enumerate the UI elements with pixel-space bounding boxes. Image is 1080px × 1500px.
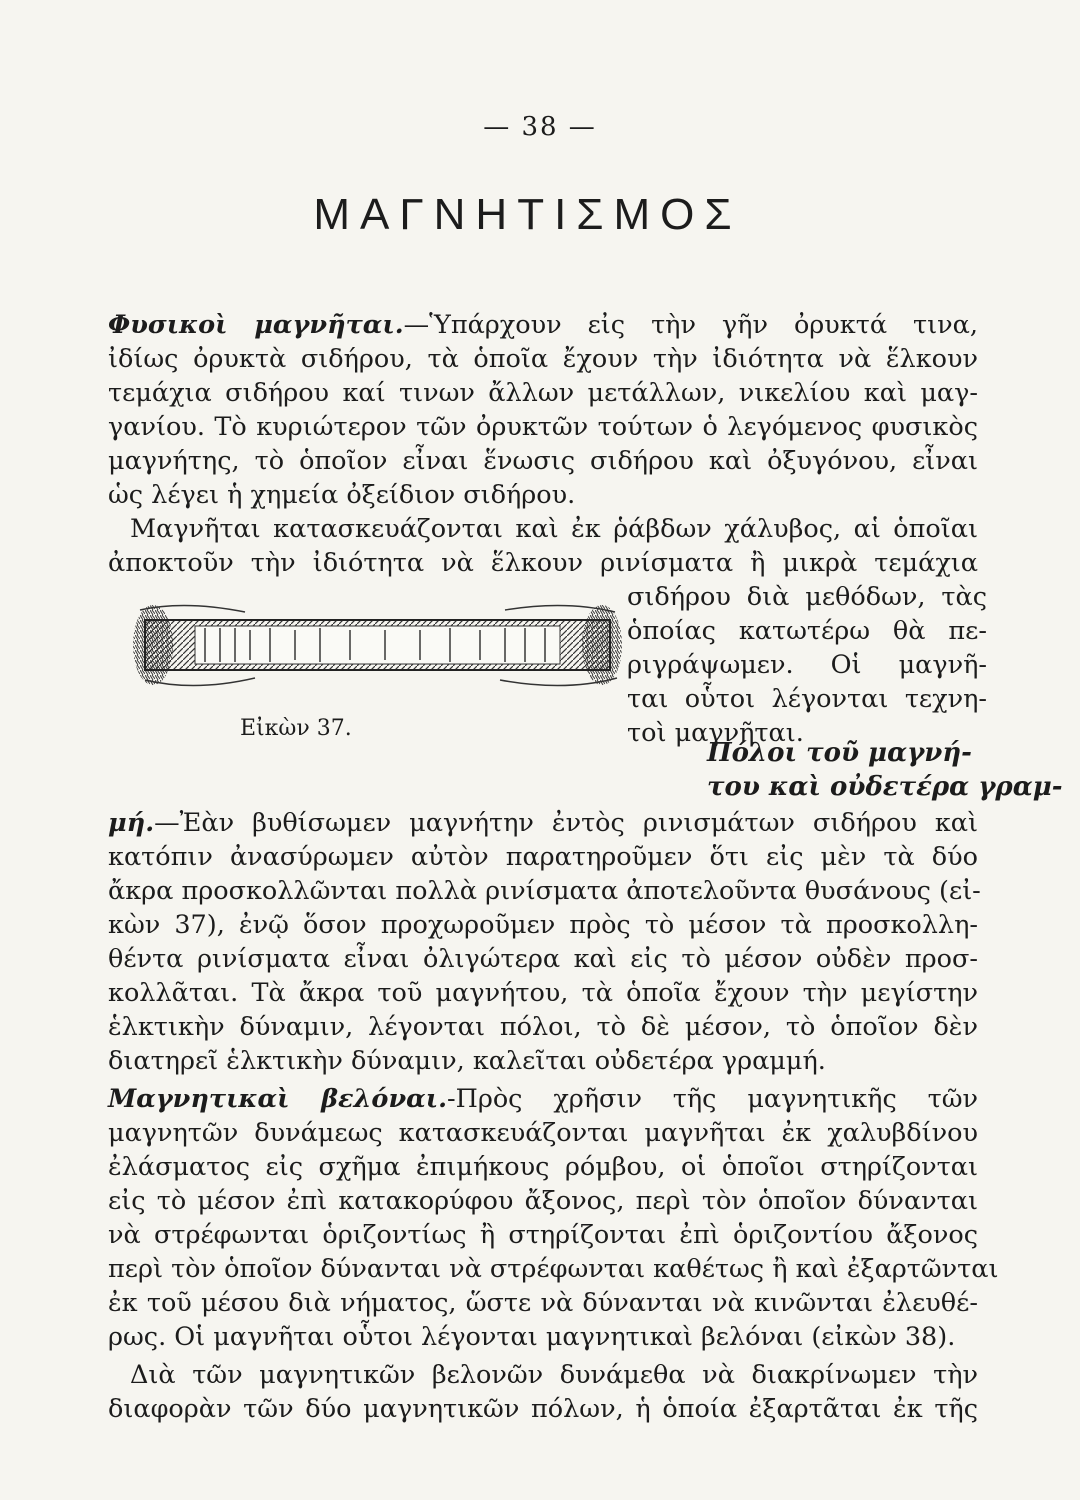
text-line: Μαγνῆται κατασκευάζονται καὶ ἐκ ῥάβδων χάλυβος, αἱ ὁποῖαι (130, 514, 978, 544)
run-in-heading: μή. (108, 808, 155, 838)
text-line: ἄκρα προσκολλῶνται πολλὰ ρινίσματα ἀποτελοῦντα θυσάνους (εἰ- (108, 876, 981, 906)
run-in-heading: Φυσικοὶ μαγνῆται. (108, 310, 404, 340)
text-line: ἰδίως ὀρυκτὰ σιδήρου, τὰ ὁποῖα ἔχουν τὴν ἰδιότητα νὰ ἕλκουν (108, 344, 978, 374)
page-number: — 38 — (483, 112, 597, 142)
text-line: διαφορὰν τῶν δύο μαγνητικῶν πόλων, ἡ ὁποία ἐξαρτᾶται ἐκ τῆς (108, 1394, 978, 1424)
text-line: περὶ τὸν ὁποῖον δύνανται νὰ στρέφωνται καθέτως ἢ καὶ ἐξαρτῶνται (108, 1254, 999, 1284)
text-line: ἑλκτικὴν δύναμιν, λέγονται πόλοι, τὸ δὲ μέσον, τὸ ὁποῖον δὲν (108, 1012, 978, 1042)
text-line: εἰς τὸ μέσον ἐπὶ κατακορύφου ἄξονος, περὶ τὸν ὁποῖον δύνανται (108, 1186, 978, 1216)
text-line: μαγνητῶν δυνάμεως κατασκευάζονται μαγνῆται ἐκ χαλυβδίνου (108, 1118, 978, 1148)
text-line (108, 308, 978, 342)
text-line (108, 806, 978, 840)
text-line: σιδήρου διὰ μεθόδων, τὰς (627, 582, 987, 612)
text-line: τεμάχια σιδήρου καί τινων ἄλλων μετάλλων, νικελίου καὶ μαγ- (108, 378, 978, 408)
run-in-heading: Μαγνητικαὶ βελόναι. (108, 1084, 447, 1114)
text-line: διατηρεῖ ἑλκτικὴν δύναμιν, καλεῖται οὐδετέρα γραμμή. (108, 1046, 826, 1076)
text-line: Διὰ τῶν μαγνητικῶν βελονῶν δυνάμεθα νὰ διακρίνωμεν τὴν (130, 1360, 978, 1390)
text-line: νὰ στρέφωνται ὁριζοντίως ἢ στηρίζονται ἐπὶ ὁριζοντίου ἄξονος (108, 1220, 978, 1250)
text-line: γανίου. Τὸ κυριώτερον τῶν ὀρυκτῶν τούτων ὁ λεγόμενος φυσικὸς (108, 412, 978, 442)
bar-magnet-figure (135, 600, 620, 688)
text-line: ὁποίας κατωτέρω θὰ πε- (627, 616, 987, 646)
chapter-title: ΜΑΓΝΗΤΙΣΜΟΣ (313, 190, 742, 239)
section-heading-line-2: του καὶ οὐδετέρα γραμ- (707, 772, 1063, 802)
text-line: τοὶ μαγνῆται. (627, 718, 804, 748)
text-line: μαγνήτης, τὸ ὁποῖον εἶναι ἕνωσις σιδήρου καὶ ὀξυγόνου, εἶναι (108, 446, 978, 476)
text-line: ἐλάσματος εἰς σχῆμα ἐπιμήκους ρόμβου, οἱ ὁποῖοι στηρίζονται (108, 1152, 978, 1182)
text-run: —Ὑπάρχουν εἰς τὴν γῆν ὀρυκτά τινα, (403, 310, 978, 340)
text-line: ὡς λέγει ἡ χημεία ὀξείδιον σιδήρου. (108, 480, 576, 510)
text-line: κολλᾶται. Τὰ ἄκρα τοῦ μαγνήτου, τὰ ὁποῖα ἔχουν τὴν μεγίστην (108, 978, 978, 1008)
text-run: —Ἐὰν βυθίσωμεν μαγνήτην ἐντὸς ρινισμάτων σιδήρου καὶ (154, 808, 978, 838)
text-run: -Πρὸς χρῆσιν τῆς μαγνητικῆς τῶν (446, 1084, 978, 1114)
text-line: ρως. Οἱ μαγνῆται οὗτοι λέγονται μαγνητικαὶ βελόναι (εἰκὼν 38). (108, 1322, 956, 1352)
text-line: θέντα ρινίσματα εἶναι ὀλιγώτερα καὶ εἰς τὸ μέσον οὐδὲν προσ- (108, 944, 978, 974)
section-heading-line-1: Πόλοι τοῦ μαγνή- (707, 738, 972, 768)
text-line: κατόπιν ἀνασύρωμεν αὐτὸν παρατηροῦμεν ὅτι εἰς μὲν τὰ δύο (108, 842, 978, 872)
text-line: ριγράψωμεν. Οἱ μαγνῆ- (627, 650, 987, 680)
text-line: κὼν 37), ἐνῷ ὅσον προχωροῦμεν πρὸς τὸ μέσον τὰ προσκολλη- (108, 910, 978, 940)
text-line: ται οὗτοι λέγονται τεχνη- (627, 684, 987, 714)
figure-caption: Εἰκὼν 37. (240, 716, 352, 741)
text-line: ἀποκτοῦν τὴν ἰδιότητα νὰ ἕλκουν ρινίσματα ἢ μικρὰ τεμάχια (108, 548, 978, 578)
text-line: ἐκ τοῦ μέσου διὰ νήματος, ὥστε νὰ δύνανται νὰ κινῶνται ἐλευθέ- (108, 1288, 978, 1318)
text-line (108, 1082, 978, 1116)
